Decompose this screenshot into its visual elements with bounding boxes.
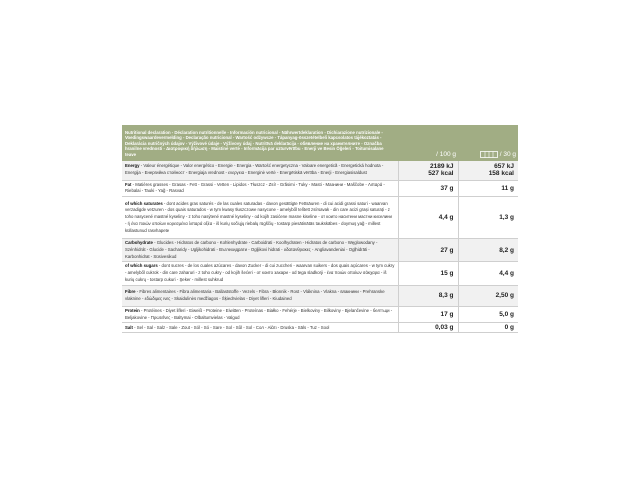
value-per-30g: 8,2 g (458, 239, 518, 262)
value-per-100g: 17 g (398, 306, 458, 323)
value-per-100g: 2189 kJ 527 kcal (398, 161, 458, 180)
value-per-30g: 4,4 g (458, 262, 518, 285)
nutrient-name-translations: - Fibres alimentaires - Fibra alimentaria - Ballaststoffe - Vezels - Fibra - Błonnik - Rost - Vláknina - Vlakna - влакнини - Prehranske vlaknine - εδώδιμες ινες - Skaidulinės medžiagos - Šķiedrvielas - Diyet lifleri - Kiudained (125, 289, 385, 301)
nutrient-row (122, 180, 518, 197)
per-30g-label: / 30 g (499, 151, 516, 158)
nutrient-name-bold: of which sugars (125, 263, 158, 269)
nutrient-name-translations: - Protéines - Diyet lifleri - Eiweiß - Proteine - Eiwitten - Proteínas - Białko - Fehérje - Bielkoviny - Bilkoviny - Bjelančevine - белтъци - Beljakovine - Πρωτεΐνες - Baltymai - Olbaltumvielas - Valgud (125, 307, 393, 320)
nutrient-name (122, 262, 398, 285)
portion-bar-icon (480, 151, 498, 158)
value-per-100g: 0,03 g (398, 323, 458, 333)
value-per-30g: 0 g (458, 323, 518, 333)
nutrient-name (122, 197, 398, 239)
nutrient-name (122, 285, 398, 306)
value-per-30g: 2,50 g (458, 285, 518, 306)
per-30g-header (458, 125, 518, 161)
value-per-100g: 27 g (398, 239, 458, 262)
nutrient-row (122, 262, 518, 285)
value-per-100g: 15 g (398, 262, 458, 285)
nutrient-name (122, 161, 398, 180)
value-per-30g: 657 kJ 158 kcal (458, 161, 518, 180)
nutrient-row (122, 285, 518, 306)
value-per-30g: 1,3 g (458, 197, 518, 239)
nutrient-name-translations: - dont acides gras saturés - de las cuales saturadas - davon gesättigte Fettsäuren - di cui acidi grassi saturi - waarvan verzadigde vetzuren - dos quais saturados - w tym kwasy tłuszczowe nasycone - amelyből telített zsírsavak - din care acizi grași saturați - z toho nasycené mastné kyseliny - z toho nasýtené mastné kyseliny - od kojih zasićene masne kiseline - от които наситени мастни киселини - ή ένα ποιών οποίων κορεσμένα λιπαρά οξέα - iš kurių sočiųjų riebalų rūgščių - tostarp piesātinātās taukskābes - doymuş yağ - millest küllastunud rasvhapete (125, 200, 392, 233)
nutrient-name-translations: - dont sucres - de los cuales azúcares - davon Zucker - di cui zuccheri - waarvan suikers - dos quais açúcares - w tym cukry - amelyből cukrok - din care zaharuri - z toho cukry - od kojih šećeri - от които захари - od tega sladkorji - ένα ποιών οποίων σάκχαρα - iš kurių cukrų - tostarp cukuri - Şeker - millest suhkrud (125, 263, 395, 283)
nutrient-name-bold: Fibre (125, 289, 136, 295)
nutrient-name (122, 323, 398, 333)
nutrient-name-bold: Salt (125, 324, 133, 330)
nutrient-row (122, 239, 518, 262)
value-per-30g: 5,0 g (458, 306, 518, 323)
value-per-100g: 4,4 g (398, 197, 458, 239)
nutrient-name-translations: - Matières grasses - Grasas - Fett - Grassi - Vetten - Lipidos - Tłuszcz - Zsír - Grăsimi - Tuky - Masti - Мазнини - Maščobe - Λιπαρά - Riebalai - Tauki - Yağ - Rasvad (125, 181, 385, 194)
nutrient-row (122, 323, 518, 333)
nutrient-name-translations: - Valeur énergétique - Valor energético - Energie - Energia - Wartość energetyczna - Valoare energetică - Energetická hodnota - Energija - Енергийна стойност - Energiaja vrednost - ενεργεια - Energinė vertė - Energētiskā vērtība - Enerji - Energiasisaldust (125, 163, 384, 176)
value-per-100g: 37 g (398, 180, 458, 197)
nutrition-header-row (122, 125, 518, 161)
per-100g-label: / 100 g (436, 151, 456, 158)
nutrient-name-bold: Fat (125, 181, 132, 187)
nutrient-name (122, 239, 398, 262)
nutrition-rows (122, 161, 518, 333)
value-per-30g: 11 g (458, 180, 518, 197)
nutrition-declaration-title: Nutritional declaration - Déclaration nutritionnelle - Información nutricional - Nährwertdeklaration - Dichiarazione nutrizionale - Voedingswaardevermelding - Declaração nutricional - Wartość odżywcze - Tápanyag-összetételbeli kapcsolatos tájékoztatás - Deklarácia nutričných údajov - Výživové údaje - Výživovy údaj - Nutritīvā deklarācija - обявление на хранителните - Označba hranilne vrednosti - Διατροφική δήλωση - Maistinė vertė - Informācija par uzturvērtību - Enerji ve Besin Öğeleri - Toitumisalane teave (122, 125, 398, 161)
nutrient-name-translations: - Glucides - Hidratos de carbono - Kohlenhydrate - Carboidrati - Koolhydraten - Hidratos de carbono - Węglowodany - Szénhidrát - Glucide - Sacharidy - Ugljikohidrati - Въглехидрати - Ogljikovi hidrati - υδατανθρακες - Angliavandeniai - Ogļhidrāti - Karbonhidrat - Süsivesikud (125, 240, 378, 259)
nutrient-name (122, 306, 398, 323)
nutrient-name-bold: Protein (125, 307, 140, 313)
nutrient-row (122, 197, 518, 239)
value-per-100g: 8,3 g (398, 285, 458, 306)
per-100g-header (398, 125, 458, 161)
nutrient-name-bold: Energy (125, 163, 140, 169)
nutrient-row (122, 306, 518, 323)
nutrient-name-translations: - Sel - Sal - Salz - Sale - Zout - Sól - Só - Sare - Sol - Sůl - Sol - Сол - Alάτι - Druska - Sāls - Tuz - Sool (132, 324, 330, 330)
nutrient-name (122, 180, 398, 197)
nutrient-name-bold: Carbohydrate (125, 240, 153, 246)
nutrient-name-bold: of which saturates (125, 200, 163, 206)
nutrient-row (122, 161, 518, 180)
nutrition-table (122, 125, 518, 333)
